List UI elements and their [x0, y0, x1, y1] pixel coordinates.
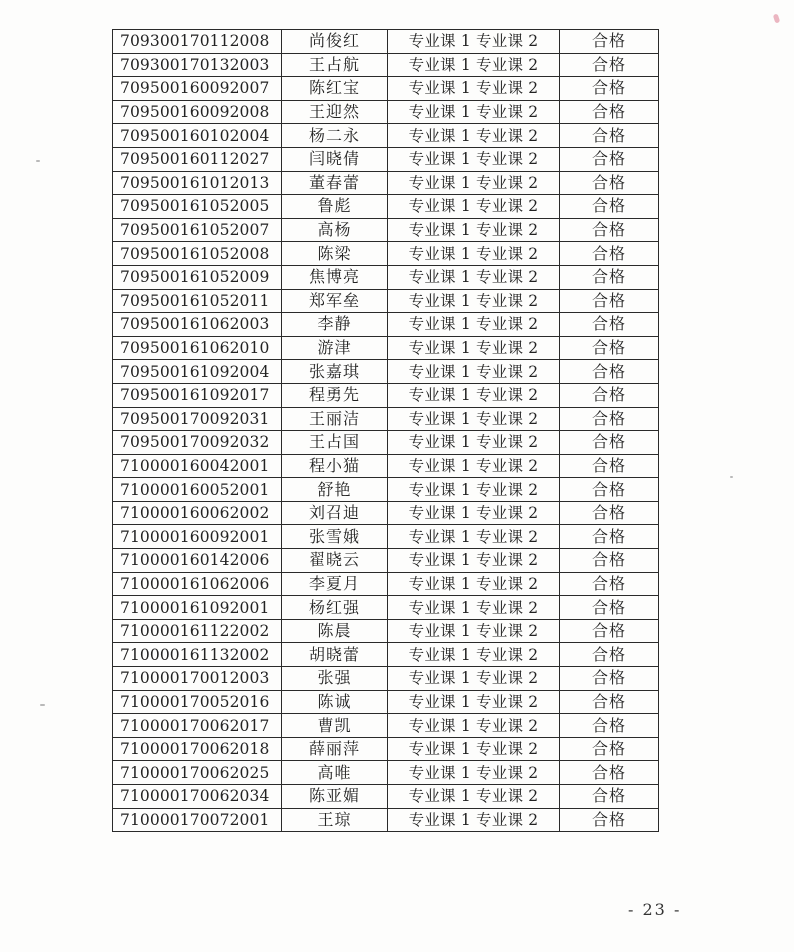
table-row [113, 572, 659, 596]
table-row [113, 100, 659, 124]
subjects-cell: 专业课 1 专业课 2 [388, 761, 560, 785]
result-cell: 合格 [560, 761, 659, 785]
candidate-name-cell: 舒艳 [282, 478, 388, 502]
subjects-cell: 专业课 1 专业课 2 [388, 690, 560, 714]
subjects-cell: 专业课 1 专业课 2 [388, 478, 560, 502]
table-row [113, 242, 659, 266]
candidate-id-cell: 709500160092008 [113, 100, 282, 124]
table-row [113, 147, 659, 171]
candidate-id-cell: 710000160052001 [113, 478, 282, 502]
result-cell: 合格 [560, 619, 659, 643]
table-row [113, 195, 659, 219]
subjects-cell: 专业课 1 专业课 2 [388, 643, 560, 667]
table-row [113, 454, 659, 478]
table-row [113, 289, 659, 313]
candidate-id-cell: 709500161062003 [113, 313, 282, 337]
table-row [113, 690, 659, 714]
candidate-name-cell: 程小猫 [282, 454, 388, 478]
candidate-name-cell: 尚俊红 [282, 30, 388, 54]
candidate-id-cell: 709500161012013 [113, 171, 282, 195]
result-cell: 合格 [560, 549, 659, 573]
subjects-cell: 专业课 1 专业课 2 [388, 147, 560, 171]
result-cell: 合格 [560, 572, 659, 596]
candidate-id-cell: 710000170062018 [113, 737, 282, 761]
result-cell: 合格 [560, 737, 659, 761]
candidate-name-cell: 张嘉琪 [282, 360, 388, 384]
candidate-name-cell: 薛丽萍 [282, 737, 388, 761]
table-row [113, 737, 659, 761]
subjects-cell: 专业课 1 专业课 2 [388, 501, 560, 525]
table-row [113, 53, 659, 77]
candidate-id-cell: 709300170132003 [113, 53, 282, 77]
table-row [113, 714, 659, 738]
subjects-cell: 专业课 1 专业课 2 [388, 454, 560, 478]
subjects-cell: 专业课 1 专业课 2 [388, 336, 560, 360]
subjects-cell: 专业课 1 专业课 2 [388, 619, 560, 643]
candidate-name-cell: 王占国 [282, 431, 388, 455]
ink-mark [773, 13, 781, 23]
table-row [113, 667, 659, 691]
result-cell: 合格 [560, 407, 659, 431]
candidate-id-cell: 709500160112027 [113, 147, 282, 171]
table-row [113, 171, 659, 195]
candidate-name-cell: 陈亚媚 [282, 785, 388, 809]
table-row [113, 478, 659, 502]
result-cell: 合格 [560, 360, 659, 384]
subjects-cell: 专业课 1 专业课 2 [388, 785, 560, 809]
table-row [113, 525, 659, 549]
table-row [113, 77, 659, 101]
result-cell: 合格 [560, 30, 659, 54]
subjects-cell: 专业课 1 专业课 2 [388, 100, 560, 124]
candidate-id-cell: 709500170092031 [113, 407, 282, 431]
candidate-name-cell: 李静 [282, 313, 388, 337]
candidate-name-cell: 闫晓倩 [282, 147, 388, 171]
subjects-cell: 专业课 1 专业课 2 [388, 30, 560, 54]
candidate-name-cell: 曹凯 [282, 714, 388, 738]
candidate-id-cell: 710000160142006 [113, 549, 282, 573]
result-cell: 合格 [560, 147, 659, 171]
results-table [112, 29, 659, 832]
result-cell: 合格 [560, 714, 659, 738]
candidate-name-cell: 陈晨 [282, 619, 388, 643]
subjects-cell: 专业课 1 专业课 2 [388, 383, 560, 407]
table-row [113, 336, 659, 360]
table-row [113, 218, 659, 242]
result-cell: 合格 [560, 77, 659, 101]
candidate-id-cell: 710000170062034 [113, 785, 282, 809]
candidate-name-cell: 高杨 [282, 218, 388, 242]
subjects-cell: 专业课 1 专业课 2 [388, 525, 560, 549]
candidate-id-cell: 710000160092001 [113, 525, 282, 549]
candidate-name-cell: 鲁彪 [282, 195, 388, 219]
result-cell: 合格 [560, 383, 659, 407]
result-cell: 合格 [560, 690, 659, 714]
result-cell: 合格 [560, 478, 659, 502]
candidate-id-cell: 709500161052008 [113, 242, 282, 266]
table-row [113, 30, 659, 54]
candidate-id-cell: 709300170112008 [113, 30, 282, 54]
candidate-name-cell: 杨二永 [282, 124, 388, 148]
candidate-id-cell: 710000160062002 [113, 501, 282, 525]
result-cell: 合格 [560, 643, 659, 667]
table-row [113, 761, 659, 785]
candidate-id-cell: 710000170062017 [113, 714, 282, 738]
result-cell: 合格 [560, 53, 659, 77]
result-cell: 合格 [560, 667, 659, 691]
candidate-id-cell: 709500161052007 [113, 218, 282, 242]
subjects-cell: 专业课 1 专业课 2 [388, 737, 560, 761]
subjects-cell: 专业课 1 专业课 2 [388, 265, 560, 289]
candidate-name-cell: 王迎然 [282, 100, 388, 124]
candidate-id-cell: 710000161132002 [113, 643, 282, 667]
subjects-cell: 专业课 1 专业课 2 [388, 242, 560, 266]
table-row [113, 407, 659, 431]
result-cell: 合格 [560, 808, 659, 832]
results-table-body [113, 30, 659, 832]
subjects-cell: 专业课 1 专业课 2 [388, 407, 560, 431]
table-row [113, 124, 659, 148]
subjects-cell: 专业课 1 专业课 2 [388, 171, 560, 195]
subjects-cell: 专业课 1 专业课 2 [388, 596, 560, 620]
candidate-name-cell: 刘召迪 [282, 501, 388, 525]
candidate-name-cell: 王丽洁 [282, 407, 388, 431]
candidate-id-cell: 710000170012003 [113, 667, 282, 691]
candidate-name-cell: 郑军垒 [282, 289, 388, 313]
result-cell: 合格 [560, 501, 659, 525]
table-row [113, 619, 659, 643]
subjects-cell: 专业课 1 专业课 2 [388, 549, 560, 573]
subjects-cell: 专业课 1 专业课 2 [388, 195, 560, 219]
result-cell: 合格 [560, 242, 659, 266]
candidate-id-cell: 710000160042001 [113, 454, 282, 478]
subjects-cell: 专业课 1 专业课 2 [388, 360, 560, 384]
subjects-cell: 专业课 1 专业课 2 [388, 714, 560, 738]
table-row [113, 596, 659, 620]
result-cell: 合格 [560, 525, 659, 549]
candidate-id-cell: 709500161062010 [113, 336, 282, 360]
candidate-name-cell: 张雪娥 [282, 525, 388, 549]
candidate-id-cell: 709500161092017 [113, 383, 282, 407]
candidate-name-cell: 陈梁 [282, 242, 388, 266]
subjects-cell: 专业课 1 专业课 2 [388, 289, 560, 313]
candidate-id-cell: 710000170062025 [113, 761, 282, 785]
result-cell: 合格 [560, 171, 659, 195]
table-row [113, 501, 659, 525]
candidate-name-cell: 陈红宝 [282, 77, 388, 101]
table-row [113, 265, 659, 289]
result-cell: 合格 [560, 785, 659, 809]
candidate-name-cell: 焦博亮 [282, 265, 388, 289]
table-row [113, 431, 659, 455]
result-cell: 合格 [560, 218, 659, 242]
candidate-name-cell: 高唯 [282, 761, 388, 785]
candidate-name-cell: 王琼 [282, 808, 388, 832]
candidate-id-cell: 709500161052005 [113, 195, 282, 219]
result-cell: 合格 [560, 289, 659, 313]
result-cell: 合格 [560, 336, 659, 360]
candidate-id-cell: 710000170052016 [113, 690, 282, 714]
scan-speck [730, 476, 733, 478]
result-cell: 合格 [560, 195, 659, 219]
candidate-id-cell: 709500161052009 [113, 265, 282, 289]
subjects-cell: 专业课 1 专业课 2 [388, 431, 560, 455]
candidate-id-cell: 710000161092001 [113, 596, 282, 620]
candidate-id-cell: 710000161122002 [113, 619, 282, 643]
candidate-id-cell: 709500161092004 [113, 360, 282, 384]
result-cell: 合格 [560, 100, 659, 124]
subjects-cell: 专业课 1 专业课 2 [388, 218, 560, 242]
table-row [113, 808, 659, 832]
candidate-id-cell: 709500170092032 [113, 431, 282, 455]
candidate-name-cell: 杨红强 [282, 596, 388, 620]
result-cell: 合格 [560, 596, 659, 620]
page-number: - 23 - [628, 900, 682, 919]
subjects-cell: 专业课 1 专业课 2 [388, 572, 560, 596]
result-cell: 合格 [560, 124, 659, 148]
table-row [113, 785, 659, 809]
subjects-cell: 专业课 1 专业课 2 [388, 53, 560, 77]
result-cell: 合格 [560, 431, 659, 455]
candidate-id-cell: 710000170072001 [113, 808, 282, 832]
subjects-cell: 专业课 1 专业课 2 [388, 313, 560, 337]
table-row [113, 549, 659, 573]
candidate-id-cell: 709500160092007 [113, 77, 282, 101]
candidate-name-cell: 张强 [282, 667, 388, 691]
candidate-id-cell: 710000161062006 [113, 572, 282, 596]
subjects-cell: 专业课 1 专业课 2 [388, 808, 560, 832]
subjects-cell: 专业课 1 专业课 2 [388, 667, 560, 691]
table-row [113, 360, 659, 384]
result-cell: 合格 [560, 265, 659, 289]
candidate-name-cell: 李夏月 [282, 572, 388, 596]
subjects-cell: 专业课 1 专业课 2 [388, 77, 560, 101]
table-row [113, 313, 659, 337]
candidate-name-cell: 胡晓蕾 [282, 643, 388, 667]
table-row [113, 643, 659, 667]
candidate-id-cell: 709500160102004 [113, 124, 282, 148]
candidate-name-cell: 翟晓云 [282, 549, 388, 573]
scan-speck [36, 160, 40, 162]
scan-speck [40, 704, 45, 706]
candidate-name-cell: 王占航 [282, 53, 388, 77]
result-cell: 合格 [560, 454, 659, 478]
subjects-cell: 专业课 1 专业课 2 [388, 124, 560, 148]
candidate-name-cell: 程勇先 [282, 383, 388, 407]
result-cell: 合格 [560, 313, 659, 337]
candidate-name-cell: 董春蕾 [282, 171, 388, 195]
candidate-name-cell: 陈诚 [282, 690, 388, 714]
candidate-name-cell: 游津 [282, 336, 388, 360]
candidate-id-cell: 709500161052011 [113, 289, 282, 313]
table-row [113, 383, 659, 407]
